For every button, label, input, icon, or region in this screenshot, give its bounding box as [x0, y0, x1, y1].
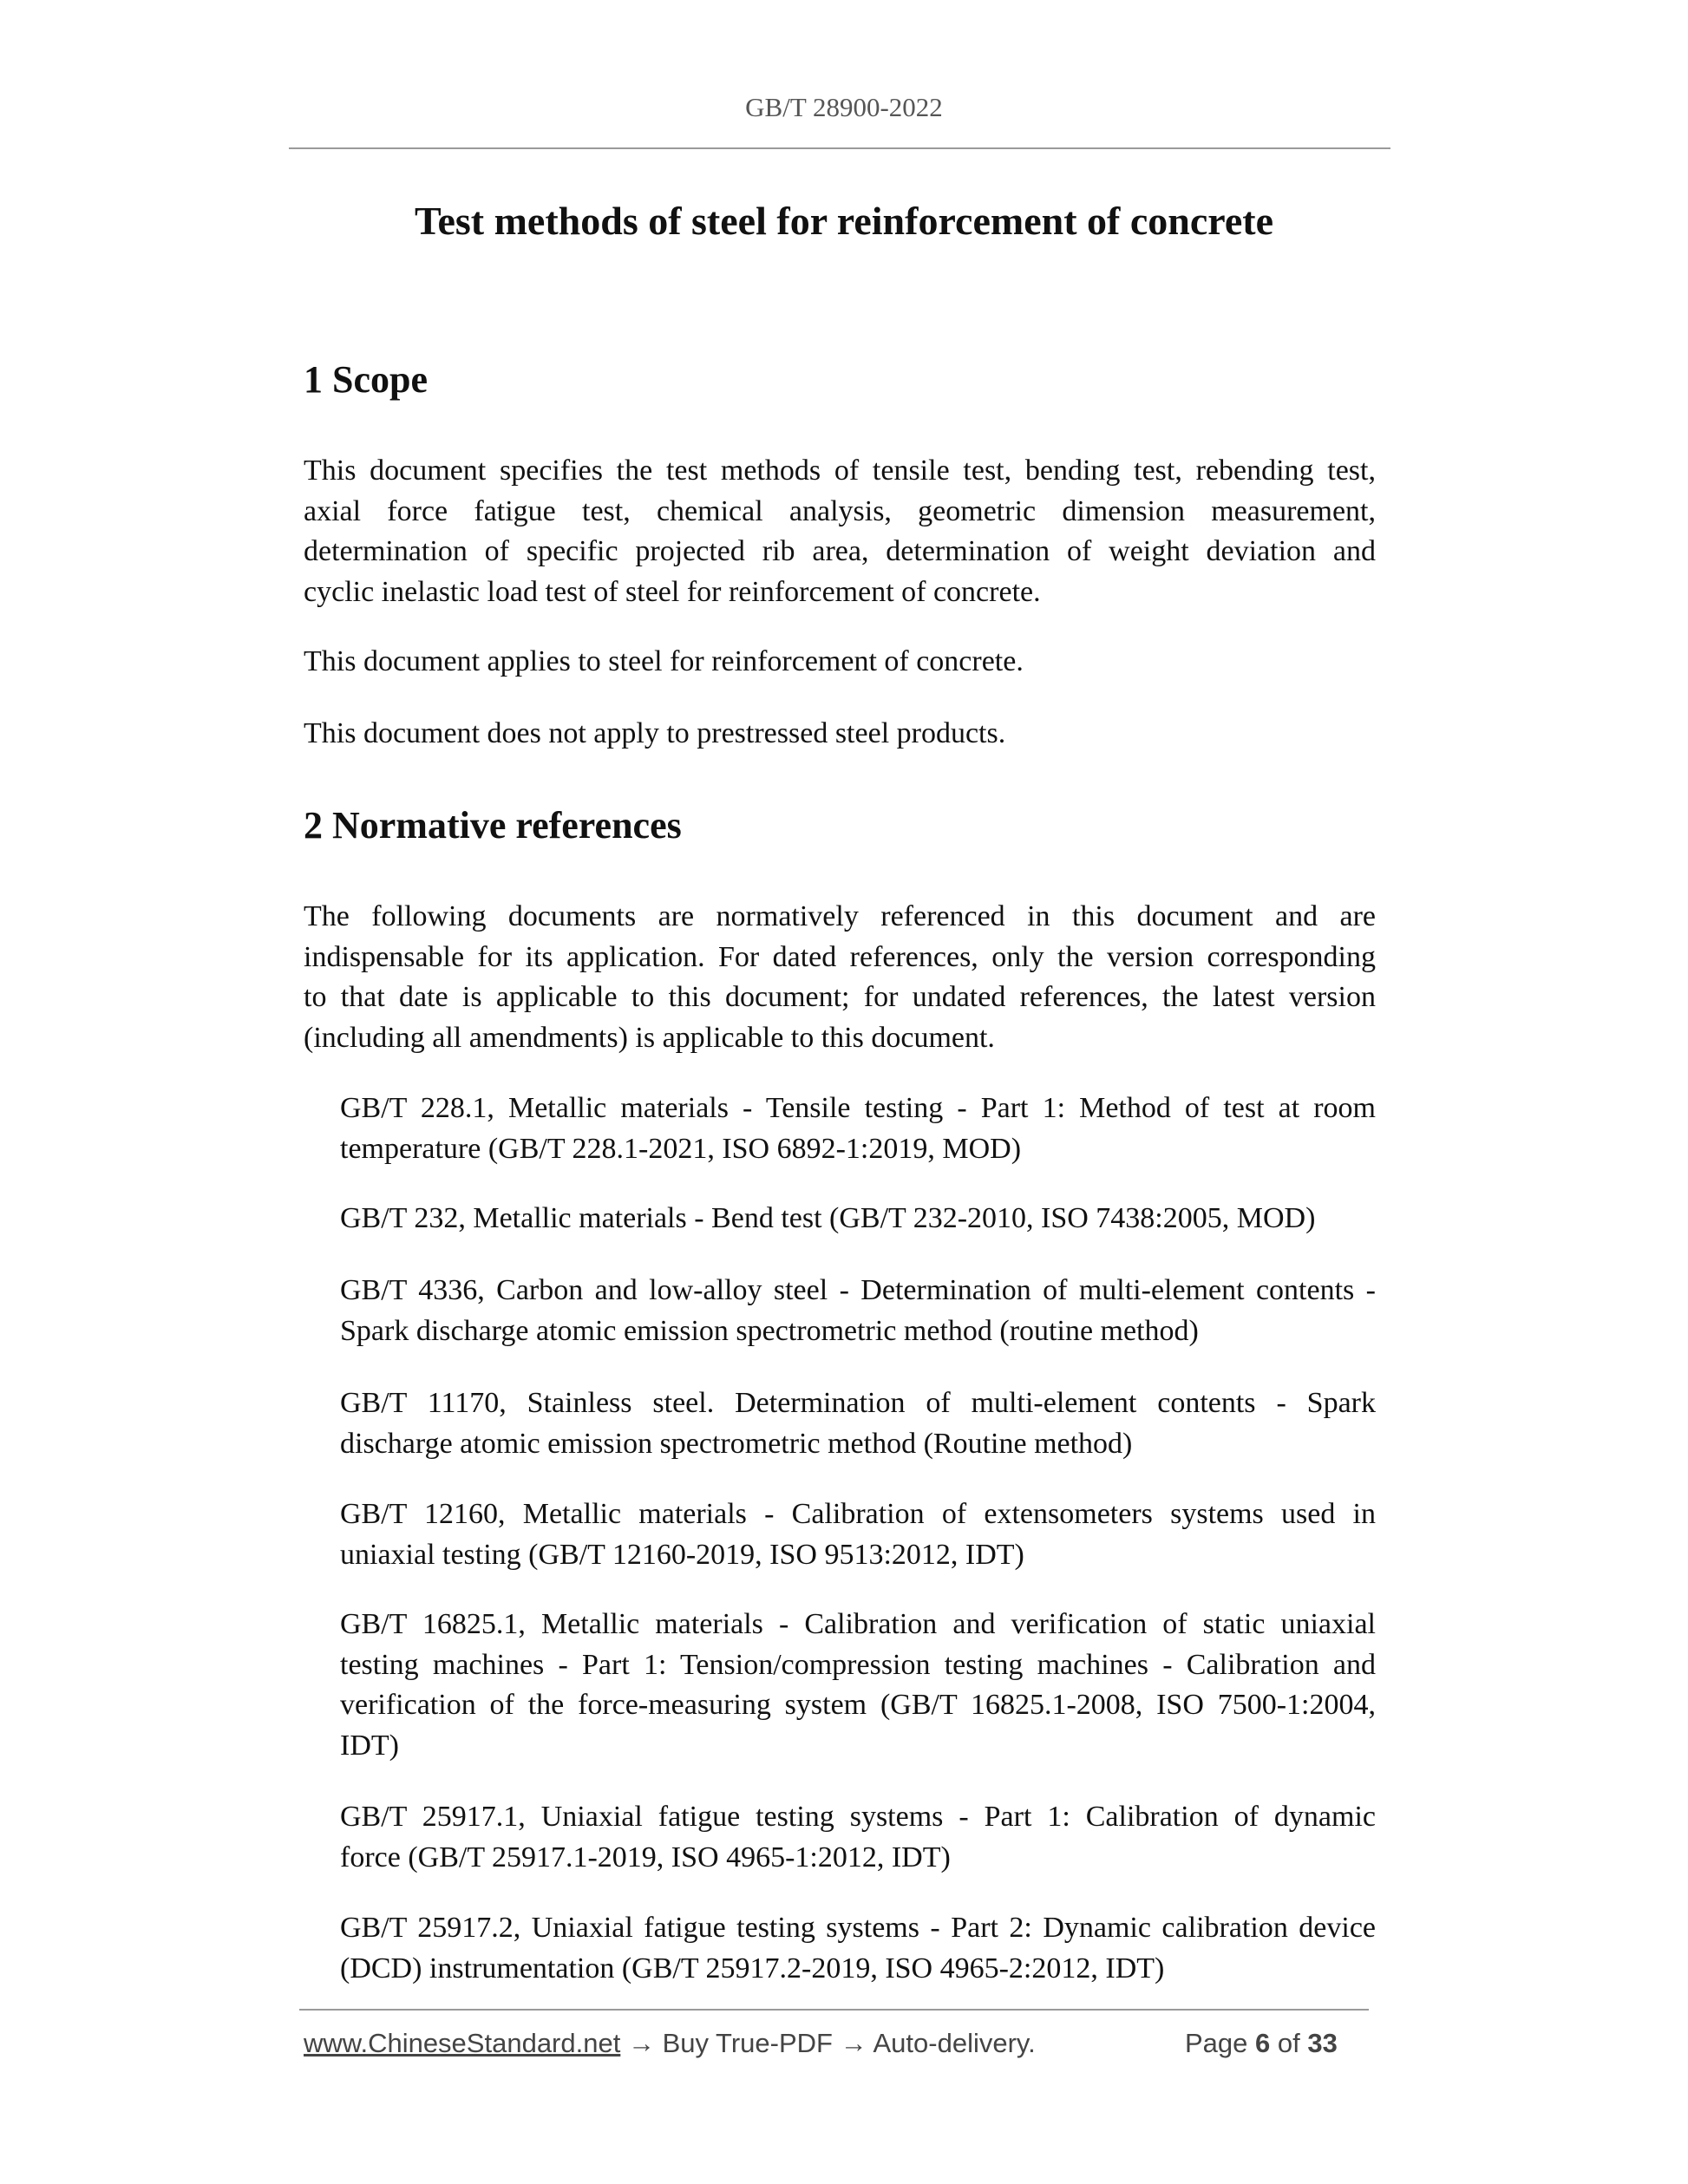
of-label: of: [1277, 2028, 1300, 2058]
reference-item: [340, 1199, 1376, 1239]
arrow-right-icon: →: [840, 2028, 867, 2058]
text-line: axial force fatigue test, chemical analysis, geometric dimension measurement,: [304, 494, 1376, 527]
auto-delivery-text: Auto-delivery.: [873, 2028, 1036, 2058]
text-line: cyclic inelastic load test of steel for reinforcement of concrete.: [304, 575, 1041, 608]
page-title: Test methods of steel for reinforcement of concrete: [415, 199, 1273, 243]
buy-pdf-text: Buy True-PDF: [662, 2028, 833, 2058]
text-line: GB/T 4336, Carbon and low-alloy steel - Determination of multi-element contents -: [340, 1274, 1376, 1306]
page-number: [1185, 2028, 1338, 2059]
page-label: Page: [1185, 2028, 1248, 2058]
text-line: GB/T 25917.2, Uniaxial fatigue testing systems - Part 2: Dynamic calibration device: [340, 1912, 1376, 1944]
text-line: uniaxial testing (GB/T 12160-2019, ISO 9513:2012, IDT): [340, 1538, 1024, 1571]
text-line: The following documents are normatively referenced in this document and are: [304, 900, 1376, 932]
header-divider: [289, 147, 1390, 149]
text-line: This document specifies the test methods of tensile test, bending test, rebending test,: [304, 454, 1376, 487]
text-line: (DCD) instrumentation (GB/T 25917.2-2019, ISO 4965-2:2012, IDT): [340, 1952, 1165, 1985]
text-line: GB/T 228.1, Metallic materials - Tensile testing - Part 1: Method of test at room: [340, 1092, 1376, 1124]
total-pages: 33: [1307, 2028, 1338, 2058]
text-line: testing machines - Part 1: Tension/compression testing machines - Calibration and: [340, 1648, 1376, 1681]
text-line: GB/T 12160, Metallic materials - Calibration of extensometers systems used in: [340, 1498, 1376, 1530]
footer-promo: [304, 2028, 1036, 2059]
text-line: determination of specific projected rib area, determination of weight deviation and: [304, 535, 1376, 567]
reference-item: [340, 1494, 1376, 1575]
text-line: discharge atomic emission spectrometric method (Routine method): [340, 1427, 1133, 1460]
scope-exclusion-paragraph: This document does not apply to prestressed steel products.: [304, 717, 1006, 749]
text-line: indispensable for its application. For dated references, only the version corresponding: [304, 940, 1376, 973]
reference-item: [340, 1089, 1376, 1169]
scope-applies-paragraph: This document applies to steel for reinforcement of concrete.: [304, 645, 1024, 677]
text-line: temperature (GB/T 228.1-2021, ISO 6892-1:2019, MOD): [340, 1132, 1022, 1165]
reference-item: [340, 1271, 1376, 1351]
text-line: (including all amendments) is applicable to this document.: [304, 1021, 995, 1054]
reference-item: [340, 1797, 1376, 1878]
text-line: force (GB/T 25917.1-2019, ISO 4965-1:2012, IDT): [340, 1841, 951, 1873]
text-line: GB/T 25917.1, Uniaxial fatigue testing systems - Part 1: Calibration of dynamic: [340, 1801, 1376, 1833]
text-line: GB/T 16825.1, Metallic materials - Calibration and verification of static uniaxial: [340, 1608, 1376, 1640]
reference-item: [340, 1605, 1376, 1766]
references-intro-paragraph: [304, 897, 1376, 1058]
current-page: 6: [1255, 2028, 1271, 2058]
text-line: GB/T 232, Metallic materials - Bend test (GB/T 232-2010, ISO 7438:2005, MOD): [340, 1202, 1316, 1234]
arrow-right-icon: →: [627, 2028, 655, 2058]
reference-item: [340, 1383, 1376, 1464]
text-line: to that date is applicable to this document; for undated references, the latest version: [304, 981, 1376, 1013]
website-link[interactable]: www.ChineseStandard.net: [304, 2028, 621, 2058]
section-heading-normative-references: 2 Normative references: [304, 804, 682, 847]
text-line: GB/T 11170, Stainless steel. Determination of multi-element contents - Spark: [340, 1387, 1376, 1419]
scope-paragraph: [304, 451, 1376, 612]
text-line: IDT): [340, 1729, 399, 1762]
section-heading-scope: 1 Scope: [304, 358, 428, 401]
document-code-header: GB/T 28900-2022: [745, 92, 943, 122]
footer-divider: [299, 2009, 1369, 2011]
text-line: verification of the force-measuring system (GB/T 16825.1-2008, ISO 7500-1:2004,: [340, 1689, 1376, 1721]
reference-item: [340, 1908, 1376, 1989]
text-line: Spark discharge atomic emission spectrometric method (routine method): [340, 1314, 1199, 1347]
